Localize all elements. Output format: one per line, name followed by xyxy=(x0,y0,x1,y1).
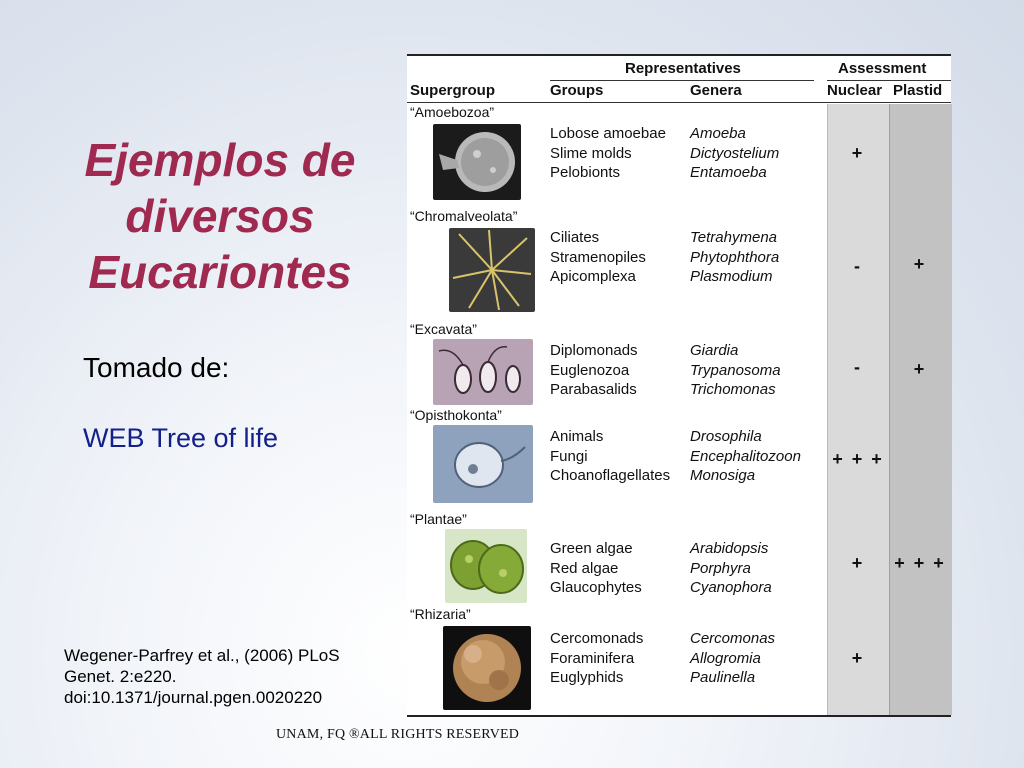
genus-name: Cercomonas xyxy=(690,630,776,647)
header-bottom-rule xyxy=(407,102,951,103)
groups-cell xyxy=(550,539,642,598)
group-name: Fungi xyxy=(550,447,588,465)
plantae-image xyxy=(445,529,527,603)
eukaryote-supergroups-table xyxy=(407,54,951,717)
amoebozoa-image xyxy=(433,124,521,200)
nuclear-column-shading xyxy=(827,104,890,715)
genus-name: Plasmodium xyxy=(690,268,773,285)
genera-cell xyxy=(690,341,781,400)
genus-name: Trichomonas xyxy=(690,381,776,398)
genus-name: Cyanophora xyxy=(690,579,772,596)
title-line: diversos xyxy=(125,190,315,242)
genera-cell xyxy=(690,124,779,183)
group-name: Stramenopiles xyxy=(550,248,646,266)
header-rule xyxy=(827,80,951,81)
plastid-column-shading xyxy=(889,104,952,715)
citation-line: Genet. 2:e220. xyxy=(64,667,177,686)
plastid-assessment: + + + xyxy=(894,553,946,573)
groups-cell xyxy=(550,228,646,287)
web-tree-of-life-link[interactable]: WEB Tree of life xyxy=(83,423,279,453)
group-name: Diplomonads xyxy=(550,342,638,359)
genus-name: Giardia xyxy=(690,342,739,359)
footer-copyright: UNAM, FQ ®ALL RIGHTS RESERVED xyxy=(276,727,520,742)
genus-name: Dictyostelium xyxy=(690,144,780,162)
supergroup-label: “Plantae” xyxy=(410,511,467,527)
genus-name: Entamoeba xyxy=(690,164,767,181)
group-name: Green algae xyxy=(550,540,633,557)
supergroup-label: “Amoebozoa” xyxy=(410,104,495,120)
nuclear-assessment: - xyxy=(854,256,862,276)
title-line: Eucariontes xyxy=(88,246,352,298)
genus-name: Amoeba xyxy=(690,125,746,142)
group-name: Red algae xyxy=(550,559,619,577)
group-name: Choanoflagellates xyxy=(550,467,671,484)
groups-cell xyxy=(550,427,670,486)
header-groups: Groups xyxy=(550,82,604,99)
genera-cell xyxy=(690,629,775,688)
plastid-assessment: + xyxy=(913,359,927,379)
header-nuclear: Nuclear xyxy=(827,82,883,99)
group-name: Slime molds xyxy=(550,144,632,162)
group-name: Foraminifera xyxy=(550,649,635,667)
group-name: Euglyphids xyxy=(550,669,624,686)
citation-line: doi:10.1371/journal.pgen.0020220 xyxy=(64,688,323,707)
genus-name: Paulinella xyxy=(690,669,756,686)
groups-cell xyxy=(550,124,666,183)
chromalveolata-image xyxy=(449,228,535,312)
nuclear-assessment: + xyxy=(851,648,865,668)
supergroup-label: “Chromalveolata” xyxy=(410,208,518,224)
genus-name: Arabidopsis xyxy=(690,540,769,557)
citation-line: Wegener-Parfrey et al., (2006) PLoS xyxy=(64,646,340,665)
group-name: Glaucophytes xyxy=(550,579,642,596)
nuclear-assessment: + xyxy=(851,553,865,573)
supergroup-label: “Excavata” xyxy=(410,321,477,337)
excavata-image xyxy=(433,339,533,405)
header-plastid: Plastid xyxy=(893,82,943,99)
genera-cell xyxy=(690,427,801,486)
genus-name: Encephalitozoon xyxy=(690,447,801,465)
group-name: Apicomplexa xyxy=(550,268,636,285)
citation xyxy=(64,645,384,708)
plastid-assessment: + xyxy=(913,254,927,274)
groups-cell xyxy=(550,341,638,400)
group-name: Cercomonads xyxy=(550,630,644,647)
group-name: Euglenozoa xyxy=(550,361,630,379)
nuclear-assessment: + + + xyxy=(832,449,884,469)
header-assessment: Assessment xyxy=(838,60,927,77)
header-genera: Genera xyxy=(690,82,742,99)
group-name: Parabasalids xyxy=(550,381,637,398)
opisthokonta-image xyxy=(433,425,533,503)
genus-name: Tetrahymena xyxy=(690,229,777,246)
group-name: Animals xyxy=(550,428,604,445)
header-representatives: Representatives xyxy=(625,60,741,77)
source-label: Tomado de: xyxy=(83,352,230,383)
nuclear-assessment: - xyxy=(854,357,862,377)
rhizaria-image xyxy=(443,626,531,710)
group-name: Ciliates xyxy=(550,229,600,246)
genus-name: Trypanosoma xyxy=(690,361,781,379)
genus-name: Porphyra xyxy=(690,559,751,577)
group-name: Pelobionts xyxy=(550,164,621,181)
supergroup-label: “Opisthokonta” xyxy=(410,407,502,423)
slide-title xyxy=(40,132,400,300)
genus-name: Monosiga xyxy=(690,467,756,484)
genus-name: Allogromia xyxy=(690,649,761,667)
groups-cell xyxy=(550,629,643,688)
header-supergroup: Supergroup xyxy=(410,82,495,99)
genus-name: Drosophila xyxy=(690,428,762,445)
genus-name: Phytophthora xyxy=(690,248,780,266)
nuclear-assessment: + xyxy=(851,143,865,163)
group-name: Lobose amoebae xyxy=(550,125,666,142)
genera-cell xyxy=(690,228,779,287)
header-rule xyxy=(550,80,814,81)
title-line: Ejemplos de xyxy=(84,134,356,186)
supergroup-label: “Rhizaria” xyxy=(410,606,471,622)
genera-cell xyxy=(690,539,772,598)
